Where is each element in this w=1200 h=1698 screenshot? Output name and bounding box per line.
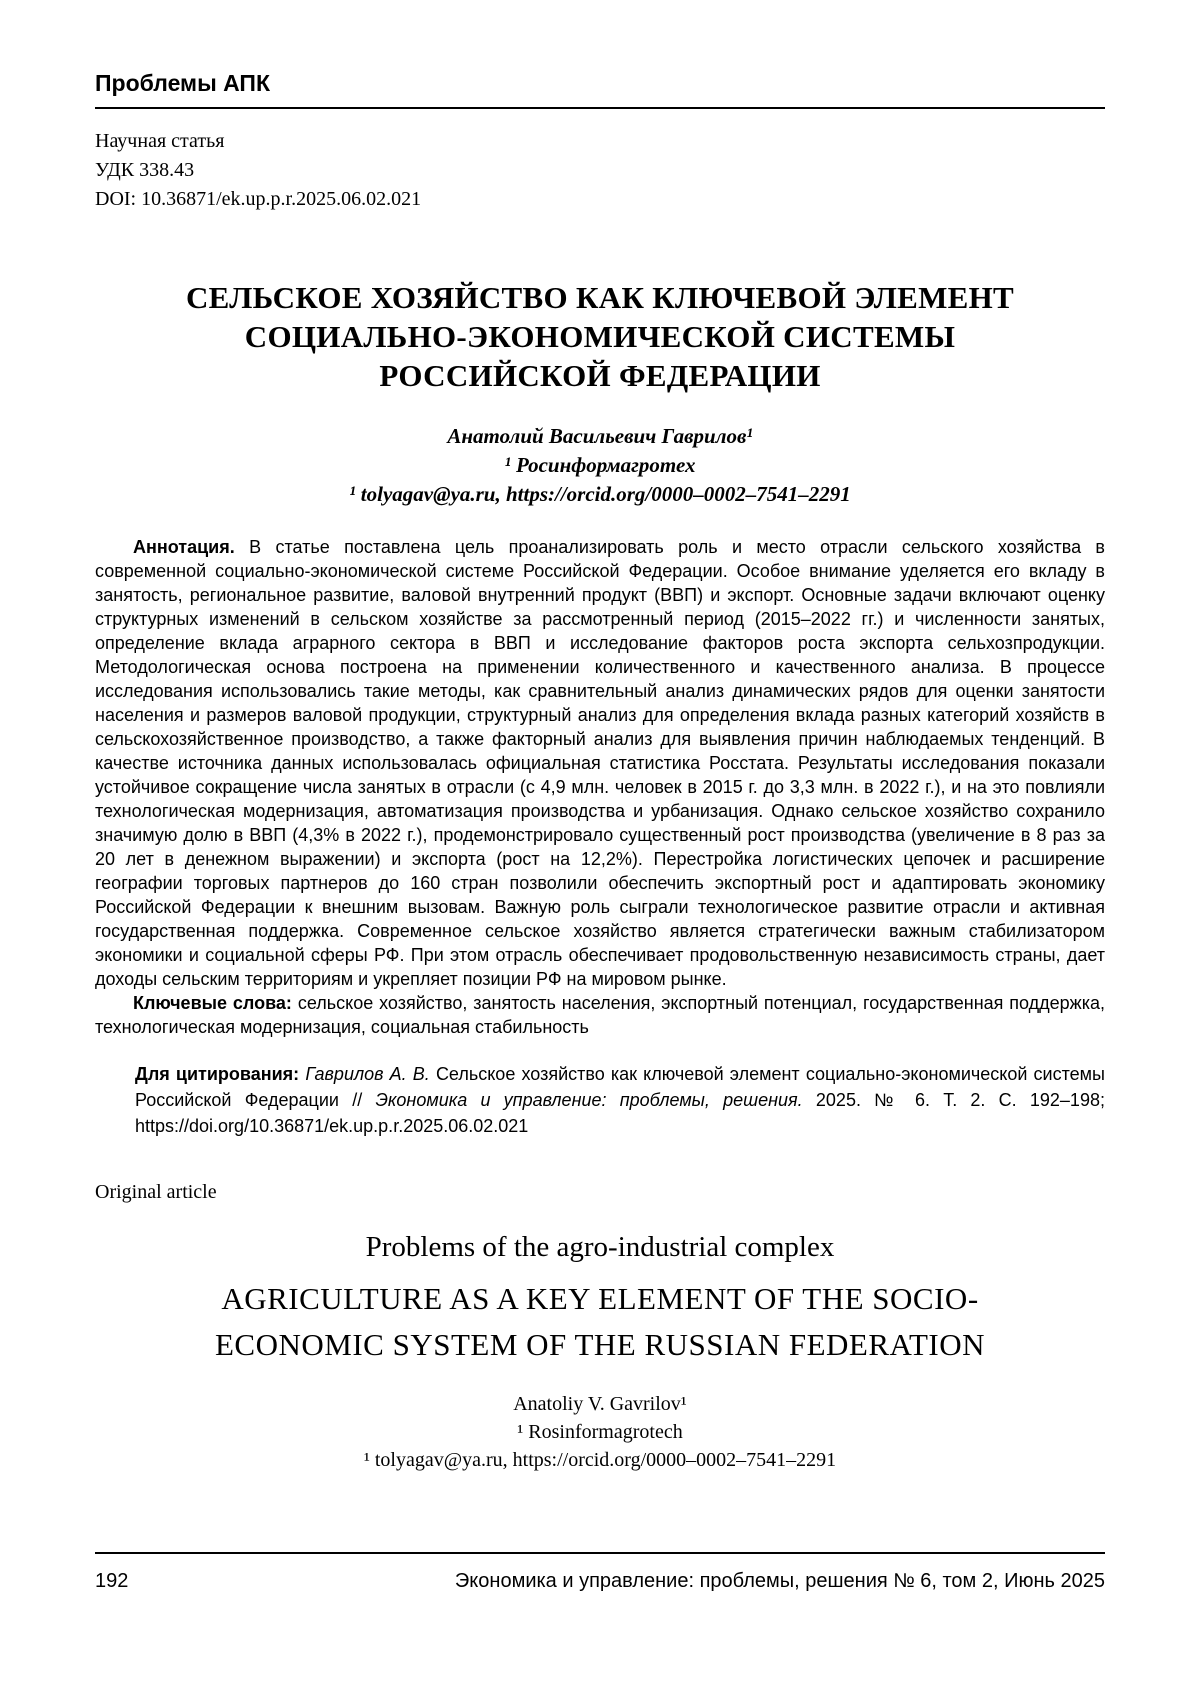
authors-block-ru	[95, 422, 1105, 509]
keywords-text: сельское хозяйство, занятость населения, экспортный потенциал, государственная поддержка, технологическая модернизация, социальная стабильность	[95, 993, 1105, 1037]
author-contact-en[interactable]: ¹ tolyagav@ya.ru, https://orcid.org/0000–0002–7541–2291	[363, 1449, 837, 1471]
citation-paragraph	[135, 1061, 1105, 1139]
citation-label: Для цитирования:	[135, 1064, 300, 1084]
author-name-en: Anatoliy V. Gavrilov¹	[513, 1393, 687, 1415]
title-ru-line-1: СЕЛЬСКОЕ ХОЗЯЙСТВО КАК КЛЮЧЕВОЙ ЭЛЕМЕНТ	[185, 280, 1015, 315]
section-title-en: Problems of the agro-industrial complex	[365, 1231, 835, 1263]
citation-issue: 2025. № 6. Т. 2. С. 192–198;	[815, 1090, 1105, 1110]
article-meta	[95, 127, 1105, 214]
keywords-paragraph	[95, 991, 1105, 1039]
author-contact-ru[interactable]: ¹ tolyagav@ya.ru, https://orcid.org/0000–0002–7541–2291	[349, 482, 851, 506]
citation-author: Гаврилов А. В.	[305, 1064, 430, 1084]
article-type: Научная статья	[95, 130, 225, 152]
author-affiliation-en: ¹ Rosinformagrotech	[517, 1421, 683, 1443]
author-name-ru: Анатолий Васильевич Гаврилов¹	[447, 424, 753, 448]
article-title-ru	[95, 278, 1105, 395]
author-affiliation-ru: ¹ Росинформагротех	[504, 453, 696, 477]
abstract-label: Аннотация.	[133, 537, 235, 557]
journal-info: Экономика и управление: проблемы, решения № 6, том 2, Июнь 2025	[454, 1570, 1105, 1592]
abstract-text: В статье поставлена цель проанализировать роль и место отрасли сельского хозяйства в современной социально-экономической системе Российской Федерации. Особое внимание уделяется его вкладу в занятость, региональное развитие, валовой внутренний продукт (ВВП) и экспорт. Основные задачи включают оценку структурных изменений в сельском хозяйстве за рассмотренный период (2015–2022 гг.) и численности занятых, определение вклада аграрного сектора в ВВП и исследование факторов роста экспорта сельхозпродукции. Методологическая основа построена на применении количественного и качественного анализа. В процессе исследования использовались такие методы, как сравнительный анализ динамических рядов для оценки занятости населения и размеров валовой продукции, структурный анализ для определения вклада разных категорий хозяйств в сельскохозяйственное производство, а также факторный анализ для выявления причин наблюдаемых тенденций. В качестве источника данных использовалась официальная статистика Росстата. Результаты исследования показали устойчивое сокращение числа занятых в отрасли (с 4,9 млн. человек в 2015 г. до 3,3 млн. в 2022 г.), и на это повлияли технологическая модернизация, автоматизация производства и урбанизация. Однако сельское хозяйство сохранило значимую долю в ВВП (4,3% в 2022 г.), продемонстрировало существенный рост производства (увеличение в 8 раз за 20 лет в денежном выражении) и экспорта (рост на 12,2%). Перестройка логистических цепочек и расширение географии торговых партнеров до 160 стран позволили обеспечить экспортный рост и адаптировать экономику Российской Федерации к внешним вызовам. Важную роль сыграли технологическое развитие отрасли и активная государственная поддержка. Современное сельское хозяйство является стратегически важным стабилизатором экономики и социальной сферы РФ. При этом отрасль обеспечивает продовольственную независимость страны, дает доходы сельским территориям и укрепляет позиции РФ на мировом рынке.	[95, 537, 1105, 989]
authors-block-en	[95, 1390, 1105, 1474]
section-label: Проблемы АПК	[95, 70, 270, 96]
doi-line: DOI: 10.36871/ek.up.p.r.2025.06.02.021	[95, 188, 422, 210]
title-en-line-1: AGRICULTURE AS A KEY ELEMENT OF THE SOCIO-	[221, 1281, 979, 1316]
header-rule	[95, 107, 1105, 109]
article-title-en	[95, 1276, 1105, 1368]
citation-title: Сельское хозяйство как ключевой элемент социально-экономической системы Российской Федерации //	[135, 1064, 1105, 1110]
page-number: 192	[95, 1570, 129, 1592]
udk-code: УДК 338.43	[95, 159, 195, 181]
keywords-label: Ключевые слова:	[133, 993, 292, 1013]
title-ru-line-2: СОЦИАЛЬНО-ЭКОНОМИЧЕСКОЙ СИСТЕМЫ	[244, 319, 956, 354]
original-article-label: Original article	[95, 1181, 217, 1203]
citation-doi-link[interactable]: https://doi.org/10.36871/ek.up.p.r.2025.06.02.021	[135, 1116, 529, 1136]
title-ru-line-3: РОССИЙСКОЙ ФЕДЕРАЦИИ	[379, 358, 821, 393]
title-en-line-2: ECONOMIC SYSTEM OF THE RUSSIAN FEDERATION	[214, 1327, 986, 1362]
citation-journal: Экономика и управление: проблемы, решения.	[375, 1090, 803, 1110]
abstract-paragraph	[95, 535, 1105, 991]
page-footer	[95, 1552, 1105, 1593]
